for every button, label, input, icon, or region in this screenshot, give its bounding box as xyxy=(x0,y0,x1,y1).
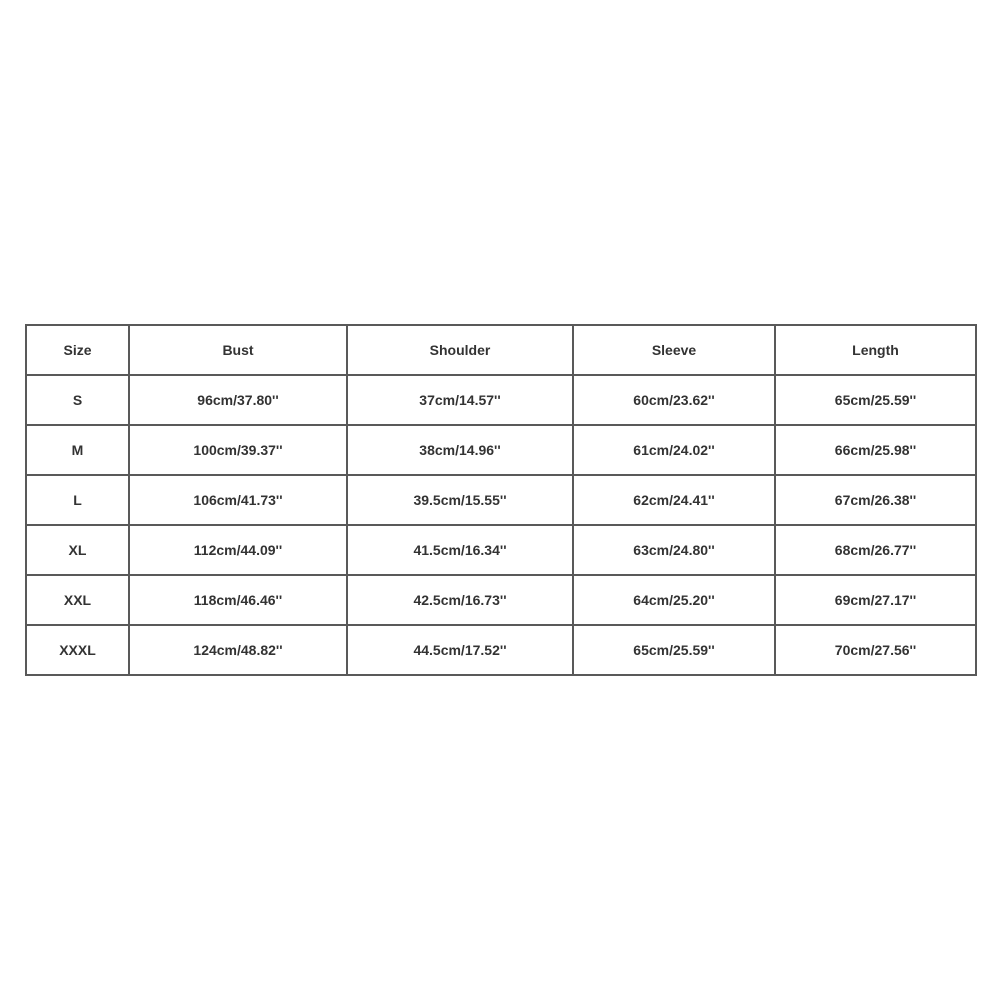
table-row xyxy=(26,575,976,625)
cell-shoulder: 39.5cm/15.55'' xyxy=(347,475,573,525)
cell-shoulder: 38cm/14.96'' xyxy=(347,425,573,475)
cell-length: 67cm/26.38'' xyxy=(775,475,976,525)
cell-size: XL xyxy=(26,525,129,575)
cell-sleeve: 64cm/25.20'' xyxy=(573,575,775,625)
cell-sleeve: 60cm/23.62'' xyxy=(573,375,775,425)
cell-sleeve: 65cm/25.59'' xyxy=(573,625,775,675)
cell-length: 65cm/25.59'' xyxy=(775,375,976,425)
cell-length: 69cm/27.17'' xyxy=(775,575,976,625)
cell-shoulder: 44.5cm/17.52'' xyxy=(347,625,573,675)
cell-bust: 96cm/37.80'' xyxy=(129,375,347,425)
cell-length: 68cm/26.77'' xyxy=(775,525,976,575)
cell-shoulder: 41.5cm/16.34'' xyxy=(347,525,573,575)
table-row xyxy=(26,375,976,425)
cell-bust: 112cm/44.09'' xyxy=(129,525,347,575)
header-length: Length xyxy=(775,325,976,375)
cell-bust: 100cm/39.37'' xyxy=(129,425,347,475)
table-row xyxy=(26,475,976,525)
cell-bust: 106cm/41.73'' xyxy=(129,475,347,525)
header-shoulder: Shoulder xyxy=(347,325,573,375)
cell-sleeve: 61cm/24.02'' xyxy=(573,425,775,475)
table-row xyxy=(26,425,976,475)
table-header-row xyxy=(26,325,976,375)
cell-size: M xyxy=(26,425,129,475)
header-bust: Bust xyxy=(129,325,347,375)
cell-sleeve: 62cm/24.41'' xyxy=(573,475,775,525)
table-row xyxy=(26,525,976,575)
cell-shoulder: 37cm/14.57'' xyxy=(347,375,573,425)
cell-size: S xyxy=(26,375,129,425)
cell-shoulder: 42.5cm/16.73'' xyxy=(347,575,573,625)
cell-sleeve: 63cm/24.80'' xyxy=(573,525,775,575)
header-size: Size xyxy=(26,325,129,375)
cell-length: 66cm/25.98'' xyxy=(775,425,976,475)
size-chart-table xyxy=(25,324,977,676)
cell-size: XXXL xyxy=(26,625,129,675)
cell-length: 70cm/27.56'' xyxy=(775,625,976,675)
table-row xyxy=(26,625,976,675)
header-sleeve: Sleeve xyxy=(573,325,775,375)
cell-size: L xyxy=(26,475,129,525)
cell-bust: 124cm/48.82'' xyxy=(129,625,347,675)
cell-bust: 118cm/46.46'' xyxy=(129,575,347,625)
cell-size: XXL xyxy=(26,575,129,625)
